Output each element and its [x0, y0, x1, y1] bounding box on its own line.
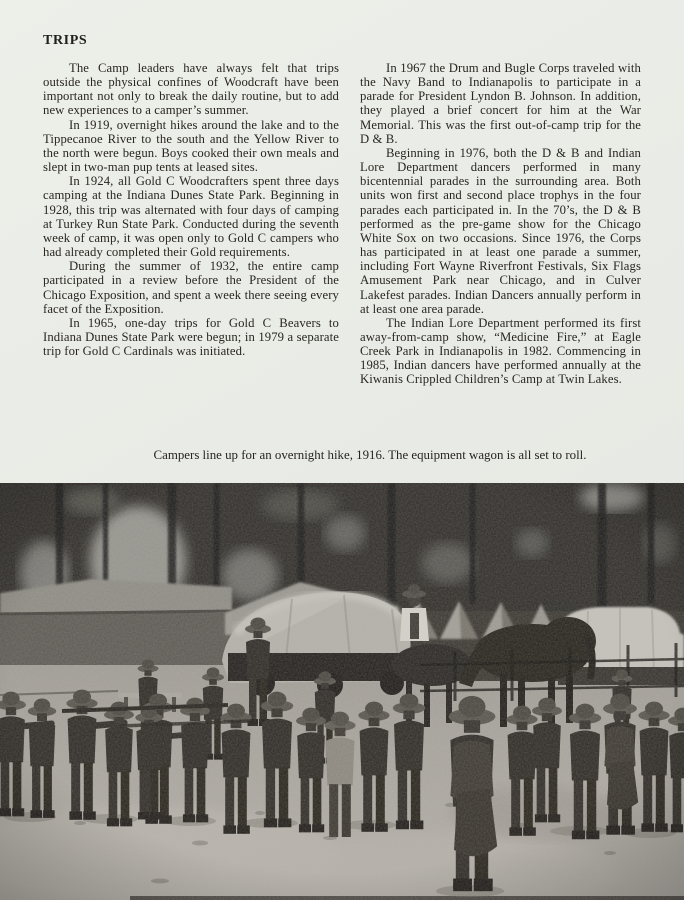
photo-caption: Campers line up for an overnight hike, 1916. The equipment wagon is all set to roll.: [153, 448, 587, 462]
right-column: [360, 61, 641, 387]
page-title: TRIPS: [43, 33, 88, 48]
paragraph: In 1919, overnight hikes around the lake and to the Tippecanoe River to the south and the Yellow River to the north were begun. Boys cooked their own meals and slept in two-man pup tents at leased sites.: [43, 117, 339, 175]
left-column: [43, 61, 339, 387]
photo-image: [0, 483, 684, 900]
photo-overnight-hike-1916: [0, 483, 684, 900]
paragraph: Beginning in 1976, both the D & B and Indian Lore Department dancers performed in many bicentennial parades in the surrounding area. Both units won first and second place trophys in the four parades each participated in. In the 70’s, the D & B performed as the pre-game show for the Chicago White Sox on two occasions. Since 1976, the Corps has participated in at least one parade a summer, including Fort Wayne Riverfront Festivals, Six Flags Amusement Park near Chicago, and in Culver Lakefest parades. Indian Dancers annually perform in at least one area parade.: [360, 145, 641, 316]
paragraph: In 1967 the Drum and Bugle Corps traveled with the Navy Band to Indianapolis to participate in a parade for President Lyndon B. Johnson. In addition, they played a brief concert for him at the War Memorial. This was the first out-of-camp trip for the D & B.: [360, 61, 641, 146]
vignette: [0, 483, 684, 900]
paragraph: During the summer of 1932, the entire camp participated in a review before the President of the Chicago Exposition, and spent a week there seeing every facet of the Exposition.: [43, 259, 339, 316]
paragraph: In 1965, one-day trips for Gold C Beavers to Indiana Dunes State Park were begun; in 1979 a separate trip for Gold C Cardinals was initiated.: [43, 315, 339, 359]
paragraph: The Indian Lore Department performed its first away-from-camp show, “Medicine Fire,” at Eagle Creek Park in Indianapolis in 1982. Commencing in 1985, Indian dancers have performed annually at the Kiwanis Crippled Children’s Camp at Twin Lakes.: [360, 315, 641, 387]
paragraph: The Camp leaders have always felt that trips outside the physical confines of Woodcraft have been important not only to break the daily routine, but to add new experiences to a camper’s summer.: [43, 61, 339, 118]
paragraph: In 1924, all Gold C Woodcrafters spent three days camping at the Indiana Dunes State Park. Beginning in 1928, this trip was alternated with four days of camping at Turkey Run State Park. Conducted during the seventh week of camp, it was open only to Gold C campers who had already completed their Gold requirements.: [43, 174, 339, 260]
article-columns: [43, 61, 641, 387]
